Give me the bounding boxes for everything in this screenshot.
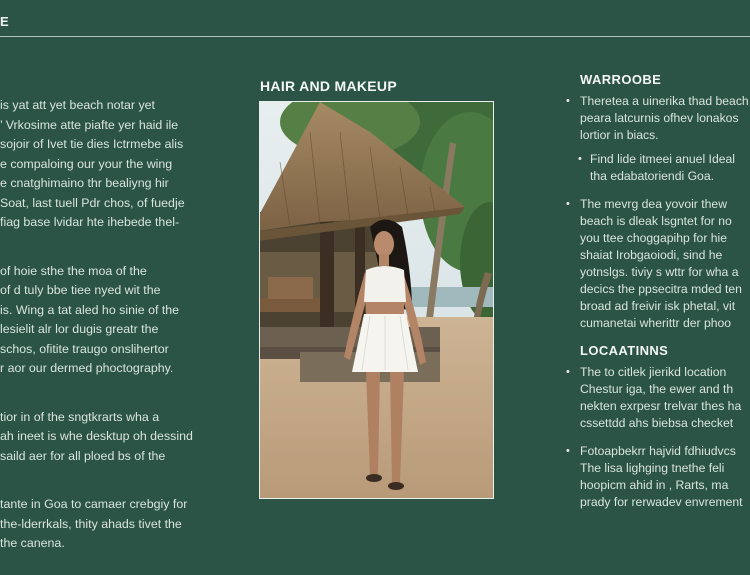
text-line: hoopicm ahid in , Rarts, ma: [580, 478, 729, 492]
text-line: yotnslgs. tiviy s wttr for wha a: [580, 265, 739, 279]
text-line: the-lderrkals, thity ahads tivet the: [0, 516, 182, 531]
text-line: beach is dleak lsgntet for no: [580, 214, 732, 228]
text-line: broad ad freivir isk phetal, vit: [580, 299, 736, 313]
text-line: of d tuly bbe tiee nyed wit the: [0, 283, 161, 297]
text-line: Chestur iga, the ewer and th: [580, 382, 734, 396]
text-line: ah ineet is whe desktup oh dessind: [0, 429, 193, 443]
section-heading-locations: LOCAATINNS: [580, 343, 669, 358]
text-line: The to citlek jierikd location: [580, 365, 727, 379]
text-line: fiag base lvidar hte ihebede thel-: [0, 215, 180, 229]
left-paragraph-1: [0, 96, 212, 233]
bullet-dot-icon: •: [566, 198, 570, 210]
photo-beach-hut-woman: [259, 101, 494, 499]
text-line: you ttee choggapihp for hie: [580, 231, 728, 245]
bullet-item: [566, 364, 750, 432]
bullet-dot-icon: •: [566, 445, 570, 457]
bullet-dot-icon: •: [566, 366, 570, 378]
text-line: The lisa lighging tnethe feli: [580, 461, 725, 475]
left-paragraph-3: [0, 408, 212, 467]
text-line: decics the ppsecitra mded ten: [580, 282, 742, 296]
text-line: Soat, last tuell Pdr chos, of fuedje: [0, 195, 185, 210]
text-line: tior in of the sngtkrarts wha a: [0, 409, 160, 424]
text-line: Fotoapbekrr hajvid fdhiudvcs: [580, 444, 736, 458]
bullet-item: [566, 93, 750, 144]
text-line: is yat att yet beach notar yet: [0, 98, 155, 112]
left-paragraph-2: [0, 262, 212, 379]
bullet-dot-icon: •: [578, 153, 582, 165]
text-line: cumanetai wherittr der phoo: [580, 316, 732, 330]
text-line: lesielit alr lor dugis greatr the: [0, 322, 159, 336]
text-line: ’ Vrkosime atte piafte yer haid ile: [0, 117, 179, 132]
text-line: prady for rerwadev envrement: [580, 495, 743, 509]
text-line: lortior in biacs.: [580, 128, 659, 142]
header-divider: [0, 36, 750, 37]
text-line: sojoir of Ivet tie dies Ictrmebe alis: [0, 137, 184, 151]
text-line: e cnatghimaino thr bealiyng hir: [0, 176, 169, 190]
text-line: schos, ofitite traugo onslihertor: [0, 341, 169, 356]
section-label: E: [0, 14, 10, 29]
bullet-item: [566, 443, 750, 511]
text-line: r aor our dermed phoctography.: [0, 361, 174, 375]
section-heading-wardrobe: WARROOBE: [580, 72, 662, 87]
text-line: tha edabatoriendi Goa.: [590, 169, 714, 183]
right-text-column: [566, 72, 750, 522]
text-line: The mevrg dea yovoir thew: [580, 197, 727, 211]
sub-bullet-item: [566, 151, 750, 185]
text-line: of hoie sthe the moa of the: [0, 263, 147, 278]
text-line: cssettdd ahs biebsa checket: [580, 416, 734, 430]
text-line: saild aer for all ploed bs of the: [0, 448, 166, 463]
bullet-dot-icon: •: [566, 95, 570, 107]
text-line: is. Wing a tat aled ho sinie of the: [0, 302, 180, 317]
text-line: Find lide itmeei anuel Ideal: [590, 152, 735, 166]
left-text-column: [0, 96, 212, 575]
section-heading-hair-makeup: HAIR AND MAKEUP: [260, 78, 397, 94]
text-line: peara latcurnis ofhev lonakos: [580, 111, 739, 125]
text-line: the canena.: [0, 536, 65, 550]
bullet-item: [566, 196, 750, 332]
text-line: nekten exrpesr trelvar thes ha: [580, 399, 742, 413]
left-paragraph-4: [0, 495, 212, 554]
text-line: tante in Goa to camaer crebgiy for: [0, 497, 188, 511]
text-line: shaiat Irobgaoiodi, sind he: [580, 248, 723, 262]
text-line: Theretea a uinerika thad beach: [580, 94, 749, 108]
text-line: e compaloing our your the wing: [0, 156, 173, 171]
